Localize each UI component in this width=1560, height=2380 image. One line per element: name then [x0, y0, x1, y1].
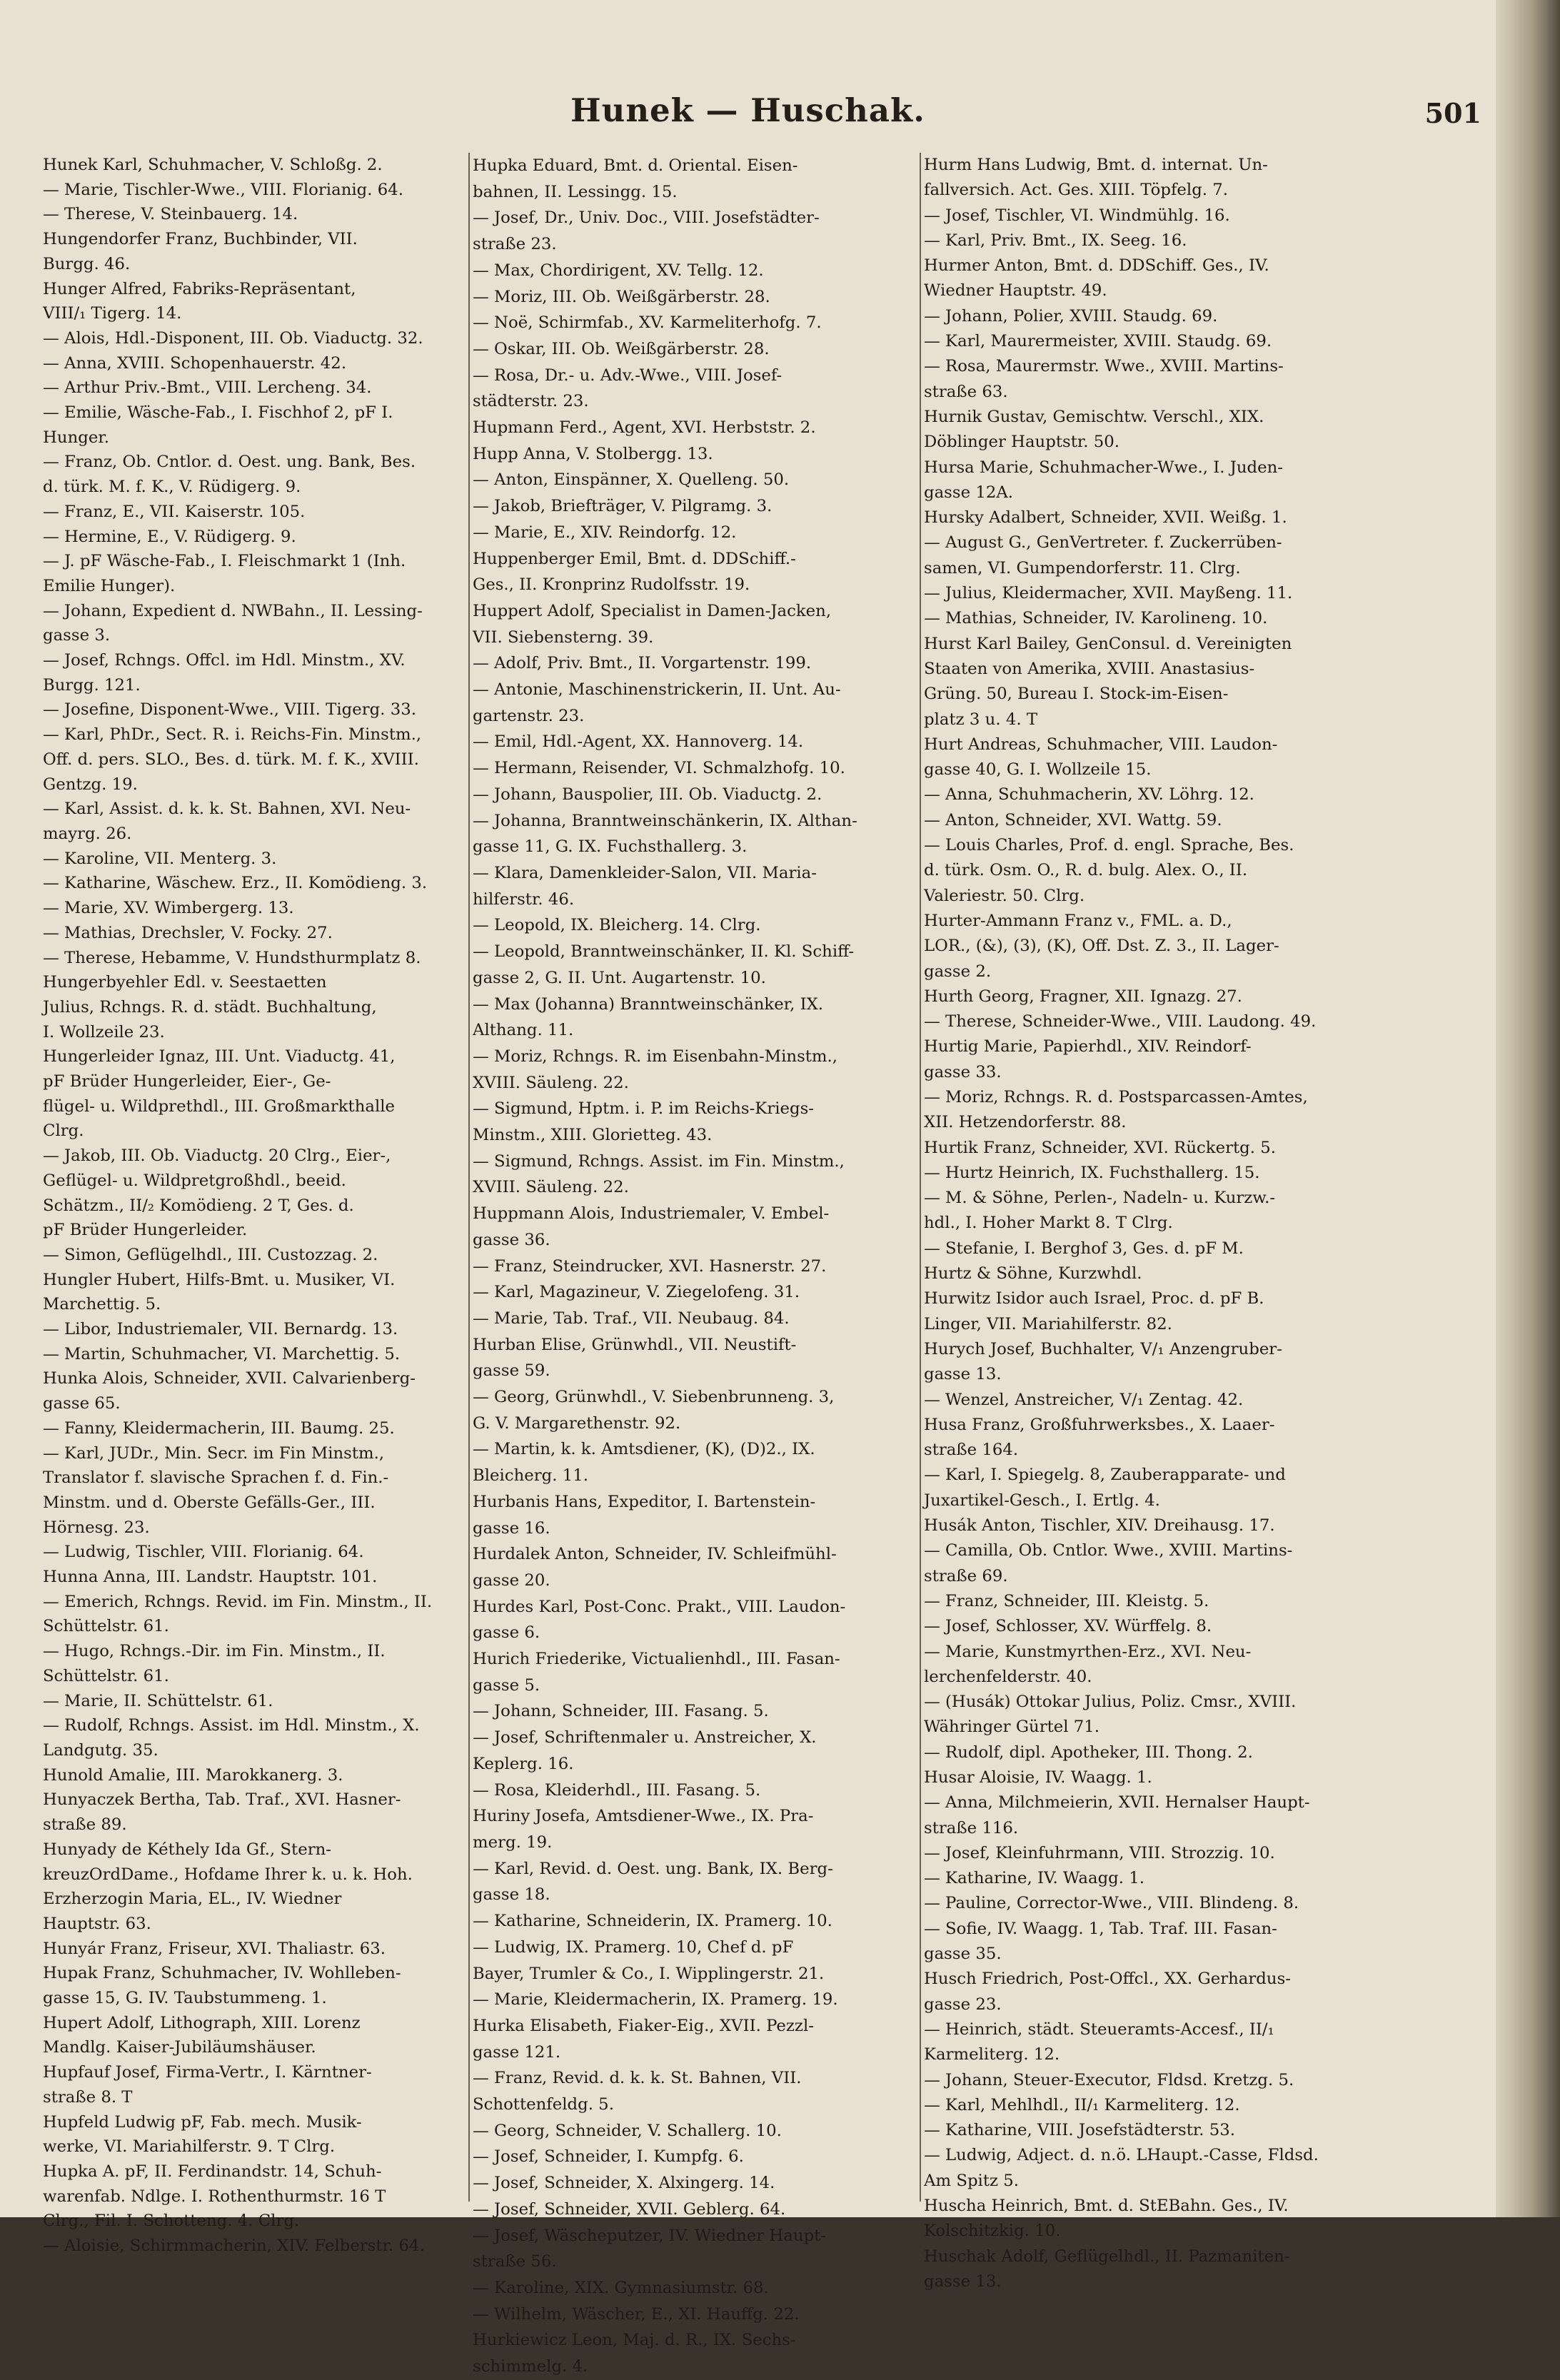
directory-entry-line: — Karl, Priv. Bmt., IX. Seeg. 16.	[924, 231, 1187, 250]
directory-entry-line: — Franz, E., VII. Kaiserstr. 105.	[43, 502, 306, 521]
directory-entry-line: gasse 15, G. IV. Taubstummeng. 1.	[43, 1989, 327, 2008]
directory-entry-line: — Marie, Kunstmyrthen-Erz., XVI. Neu-	[924, 1642, 1252, 1661]
directory-entry-line: — Adolf, Priv. Bmt., II. Vorgartenstr. 199.	[473, 654, 812, 673]
directory-entry-line: — Fanny, Kleidermacherin, III. Baumg. 25.	[43, 1418, 395, 1438]
directory-entry-line: Hupfeld Ludwig pF, Fab. mech. Musik-	[43, 2112, 362, 2132]
directory-entry-line: — Rosa, Kleiderhdl., III. Fasang. 5.	[473, 1780, 761, 1800]
directory-entry-line: — Pauline, Corrector-Wwe., VIII. Blindeng. 8.	[924, 1894, 1299, 1913]
directory-entry-line: — Karoline, XIX. Gymnasiumstr. 68.	[473, 2278, 769, 2297]
directory-entry-line: straße 63.	[924, 382, 1008, 401]
directory-entry-line: pF Brüder Hungerleider.	[43, 1221, 248, 1240]
directory-entry-line: — Katharine, Schneiderin, IX. Pramerg. 10.	[473, 1912, 832, 1931]
directory-entry-line: G. V. Margarethenstr. 92.	[473, 1413, 681, 1433]
directory-entry-line: — Therese, Hebamme, V. Hundsthurmplatz 8.	[43, 948, 421, 967]
directory-entry-line: Husa Franz, Großfuhrwerksbes., X. Laaer-	[924, 1415, 1275, 1434]
directory-entry-line: — Katharine, VIII. Josefstädterstr. 53.	[924, 2121, 1236, 2140]
directory-entry-line: I. Wollzeile 23.	[43, 1022, 165, 1042]
directory-entry-line: Hurst Karl Bailey, GenConsul. d. Vereinigten	[924, 634, 1292, 653]
directory-entry-line: VII. Siebensterng. 39.	[473, 627, 654, 647]
directory-entry-line: Keplerg. 16.	[473, 1754, 574, 1773]
directory-entry-line: — Alois, Hdl.-Disponent, III. Ob. Viaductg. 32.	[43, 328, 423, 348]
directory-entry-line: — Ludwig, IX. Pramerg. 10, Chef d. pF	[473, 1937, 794, 1957]
directory-entry-line: Husch Friedrich, Post-Offcl., XX. Gerhardus-	[924, 1970, 1291, 1989]
directory-entry-line: Hurich Friederike, Victualienhdl., III. Fasan-	[473, 1650, 840, 1669]
directory-entry-line: Translator f. slavische Sprachen f. d. Fin.-	[43, 1468, 389, 1488]
directory-entry-line: Emilie Hunger).	[43, 576, 176, 595]
directory-entry-line: straße 56.	[473, 2252, 557, 2271]
directory-entry-line: gasse 13.	[924, 2271, 1002, 2291]
directory-entry-line: Hursa Marie, Schuhmacher-Wwe., I. Juden-	[924, 458, 1284, 477]
column-divider	[920, 153, 921, 2202]
directory-entry-line: — Mathias, Schneider, IV. Karolineng. 10.	[924, 609, 1268, 628]
directory-entry-line: Hursky Adalbert, Schneider, XVII. Weißg. 1.	[924, 508, 1287, 528]
directory-entry-line: Huppmann Alois, Industriemaler, V. Embel-	[473, 1204, 830, 1224]
directory-entry-line: Ges., II. Kronprinz Rudolfsstr. 19.	[473, 575, 750, 595]
directory-entry-line: Huppert Adolf, Specialist in Damen-Jacken,	[473, 601, 832, 620]
directory-entry-line: Am Spitz 5.	[924, 2171, 1019, 2190]
directory-entry-line: Karmeliterg. 12.	[924, 2045, 1060, 2064]
directory-entry-line: — Jakob, Briefträger, V. Pilgramg. 3.	[473, 497, 773, 516]
directory-entry-line: Hauptstr. 63.	[43, 1914, 151, 1933]
directory-entry-line: Huschak Adolf, Geflügelhdl., II. Pazmaniten-	[924, 2247, 1290, 2266]
directory-entry-line: Wiedner Hauptstr. 49.	[924, 281, 1107, 301]
directory-entry-line: städterstr. 23.	[473, 392, 589, 411]
directory-entry-line: Huppenberger Emil, Bmt. d. DDSchiff.-	[473, 549, 796, 568]
directory-entry-line: Hurkiewicz Leon, Maj. d. R., IX. Sechs-	[473, 2331, 796, 2350]
directory-entry-line: Hupka Eduard, Bmt. d. Oriental. Eisen-	[473, 156, 798, 175]
directory-entry-line: Bayer, Trumler & Co., I. Wipplingerstr. 21.	[473, 1964, 825, 1983]
directory-entry-line: — Josef, Schneider, X. Alxingerg. 14.	[473, 2174, 775, 2193]
directory-entry-line: — Martin, k. k. Amtsdiener, (K), (D)2., IX.	[473, 1440, 815, 1459]
directory-entry-line: Hurdes Karl, Post-Conc. Prakt., VIII. Laudon-	[473, 1597, 846, 1616]
directory-entry-line: — Sofie, IV. Waagg. 1, Tab. Traf. III. Fasan-	[924, 1919, 1277, 1938]
directory-entry-line: — M. & Söhne, Perlen-, Nadeln- u. Kurzw.-	[924, 1189, 1276, 1208]
book-fore-edge	[1496, 0, 1560, 2217]
directory-entry-line: gasse 65.	[43, 1394, 121, 1413]
directory-entry-line: XVIII. Säuleng. 22.	[473, 1178, 629, 1197]
directory-entry-line: Hunyár Franz, Friseur, XVI. Thaliastr. 63.	[43, 1939, 386, 1958]
directory-entry-line: Währinger Gürtel 71.	[924, 1718, 1100, 1737]
directory-entry-line: gasse 5.	[473, 1675, 540, 1695]
directory-entry-line: — Marie, II. Schüttelstr. 61.	[43, 1691, 273, 1710]
directory-entry-line: Hupak Franz, Schuhmacher, IV. Wohlleben-	[43, 1964, 401, 1983]
directory-entry-line: schimmelg. 4.	[473, 2357, 588, 2376]
directory-entry-line: — Aloisie, Schirmmacherin, XIV. Felberstr. 64.	[43, 2237, 425, 2256]
directory-entry-line: gasse 18.	[473, 1885, 550, 1905]
column-right	[924, 153, 1381, 2291]
directory-entry-line: — Karoline, VII. Menterg. 3.	[43, 849, 277, 868]
directory-entry-line: — Josef, Schneider, XVII. Geblerg. 64.	[473, 2199, 786, 2219]
directory-entry-line: Hurtig Marie, Papierhdl., XIV. Reindorf-	[924, 1037, 1252, 1057]
directory-entry-line: gasse 59.	[473, 1361, 550, 1381]
directory-entry-line: Hurdalek Anton, Schneider, IV. Schleifmühl-	[473, 1545, 837, 1564]
directory-entry-line: — Johanna, Branntweinschänkerin, IX. Althan-	[473, 811, 857, 830]
directory-entry-line: — Simon, Geflügelhdl., III. Custozzag. 2.	[43, 1245, 378, 1264]
directory-entry-line: Hörnesg. 23.	[43, 1518, 150, 1537]
directory-entry-line: — Johann, Steuer-Executor, Fldsd. Kretzg. 5.	[924, 2070, 1294, 2089]
directory-entry-line: — Franz, Revid. d. k. k. St. Bahnen, VII.	[473, 2069, 802, 2088]
directory-entry-line: Schüttelstr. 61.	[43, 1617, 169, 1636]
directory-entry-line: — Katharine, Wäschew. Erz., II. Komödieng. 3.	[43, 874, 428, 893]
directory-entry-line: Linger, VII. Mariahilferstr. 82.	[924, 1314, 1172, 1333]
directory-entry-line: Hunger Alfred, Fabriks-Repräsentant,	[43, 279, 356, 298]
directory-entry-line: — Libor, Industriemaler, VII. Bernardg. 13.	[43, 1320, 398, 1339]
directory-entry-line: — Josef, Dr., Univ. Doc., VIII. Josefstädter-	[473, 208, 820, 228]
directory-entry-line: gasse 12A.	[924, 483, 1014, 502]
directory-entry-line: — Mathias, Drechsler, V. Focky. 27.	[43, 923, 333, 942]
directory-entry-line: Huriny Josefa, Amtsdiener-Wwe., IX. Pra-	[473, 1807, 814, 1826]
directory-entry-line: — Ludwig, Tischler, VIII. Florianig. 64.	[43, 1543, 364, 1562]
directory-entry-line: straße 8. T	[43, 2087, 133, 2107]
directory-entry-line: Hupfauf Josef, Firma-Vertr., I. Kärntner-	[43, 2063, 372, 2082]
directory-entry-line: d. türk. Osm. O., R. d. bulg. Alex. O., II.	[924, 861, 1248, 880]
directory-entry-line: Juxartikel-Gesch., I. Ertlg. 4.	[924, 1491, 1160, 1510]
directory-entry-line: Hungendorfer Franz, Buchbinder, VII.	[43, 230, 358, 249]
directory-entry-line: gasse 36.	[473, 1230, 550, 1249]
directory-entry-line: flügel- u. Wildprethdl., III. Großmarkthalle	[43, 1096, 396, 1116]
directory-entry-line: Gentzg. 19.	[43, 775, 138, 794]
directory-entry-line: — Julius, Kleidermacher, XVII. Mayßeng. 11.	[924, 584, 1293, 603]
directory-entry-line: gasse 2, G. II. Unt. Augartenstr. 10.	[473, 968, 766, 987]
directory-entry-line: — Johann, Polier, XVIII. Staudg. 69.	[924, 306, 1218, 326]
directory-entry-line: — Therese, V. Steinbauerg. 14.	[43, 205, 298, 224]
directory-entry-line: — Anna, Milchmeierin, XVII. Hernalser Haupt-	[924, 1793, 1310, 1812]
column-middle	[473, 153, 915, 2376]
directory-entry-line: Döblinger Hauptstr. 50.	[924, 433, 1119, 452]
directory-entry-line: — Franz, Steindrucker, XVI. Hasnerstr. 27.	[473, 1256, 827, 1276]
directory-entry-line: Burgg. 121.	[43, 675, 141, 695]
directory-entry-line: — Emerich, Rchngs. Revid. im Fin. Minstm., II.	[43, 1592, 433, 1611]
directory-entry-line: Schüttelstr. 61.	[43, 1666, 169, 1685]
directory-entry-line: Hunold Amalie, III. Marokkanerg. 3.	[43, 1765, 343, 1785]
directory-entry-line: Hupp Anna, V. Stolbergg. 13.	[473, 444, 713, 463]
directory-entry-line: — Sigmund, Rchngs. Assist. im Fin. Minstm.,	[473, 1151, 845, 1171]
directory-entry-line: Mandlg. Kaiser-Jubiläumshäuser.	[43, 2038, 316, 2057]
directory-entry-line: gasse 40, G. I. Wollzeile 15.	[924, 760, 1152, 780]
directory-entry-line: — Josef, Wäscheputzer, IV. Wiedner Haupt-	[473, 2226, 827, 2245]
directory-entry-line: Hungler Hubert, Hilfs-Bmt. u. Musiker, VI.	[43, 1270, 396, 1289]
directory-entry-line: Minstm., XIII. Glorietteg. 43.	[473, 1126, 713, 1145]
directory-entry-line: — J. pF Wäsche-Fab., I. Fleischmarkt 1 (Inh.	[43, 552, 406, 571]
directory-entry-line: Erzherzogin Maria, EL., IV. Wiedner	[43, 1890, 342, 1909]
directory-entry-line: — Marie, E., XIV. Reindorfg. 12.	[473, 523, 737, 542]
directory-entry-line: — Oskar, III. Ob. Weißgärberstr. 28.	[473, 339, 770, 358]
directory-entry-line: fallversich. Act. Ges. XIII. Töpfelg. 7.	[924, 181, 1229, 200]
directory-entry-line: Bleicherg. 11.	[473, 1466, 589, 1486]
directory-entry-line: Hunka Alois, Schneider, XVII. Calvarienberg-	[43, 1369, 416, 1388]
directory-entry-line: straße 164.	[924, 1441, 1019, 1460]
directory-entry-line: — Josef, Rchngs. Offcl. im Hdl. Minstm., XV.	[43, 651, 406, 670]
directory-entry-line: Hungerleider Ignaz, III. Unt. Viaductg. 41,	[43, 1047, 396, 1067]
directory-entry-line: — Hermann, Reisender, VI. Schmalzhofg. 10.	[473, 759, 845, 778]
directory-entry-line: — Anna, Schuhmacherin, XV. Löhrg. 12.	[924, 785, 1254, 805]
directory-entry-line: LOR., (&), (3), (K), Off. Dst. Z. 3., II. Lager-	[924, 937, 1279, 956]
directory-entry-line: Burgg. 46.	[43, 254, 131, 273]
directory-entry-line: — Anton, Schneider, XVI. Wattg. 59.	[924, 810, 1222, 830]
directory-entry-line: Althang. 11.	[473, 1021, 574, 1040]
directory-entry-line: Hupmann Ferd., Agent, XVI. Herbststr. 2.	[473, 418, 816, 438]
directory-entry-line: — Josef, Schriftenmaler u. Anstreicher, X.	[473, 1728, 817, 1748]
directory-entry-line: Hurter-Ammann Franz v., FML. a. D.,	[924, 911, 1232, 930]
directory-entry-line: platz 3 u. 4. T	[924, 710, 1038, 729]
directory-entry-line: kreuzOrdDame., Hofdame Ihrer k. u. k. Hoh.	[43, 1865, 413, 1884]
directory-entry-line: VIII/₁ Tigerg. 14.	[43, 304, 182, 323]
directory-entry-line: gasse 2.	[924, 962, 992, 981]
directory-entry-line: Huscha Heinrich, Bmt. d. StEBahn. Ges., IV.	[924, 2197, 1289, 2216]
directory-entry-line: Hurtik Franz, Schneider, XVI. Rückertg. 5.	[924, 1138, 1276, 1157]
directory-entry-line: — Antonie, Maschinenstrickerin, II. Unt. Au-	[473, 680, 841, 700]
directory-entry-line: Clrg.	[43, 1121, 84, 1141]
directory-entry-line: gasse 23.	[924, 1995, 1002, 2014]
directory-entry-line: — Emil, Hdl.-Agent, XX. Hannoverg. 14.	[473, 732, 804, 752]
directory-entry-line: straße 89.	[43, 1815, 127, 1835]
directory-entry-line: Schätzm., II/₂ Komödieng. 2 T, Ges. d.	[43, 1196, 354, 1215]
directory-entry-line: Valeriestr. 50. Clrg.	[924, 886, 1085, 905]
directory-entry-line: — Marie, Tab. Traf., VII. Neubaug. 84.	[473, 1309, 790, 1328]
directory-entry-line: Husar Aloisie, IV. Waagg. 1.	[924, 1768, 1152, 1787]
directory-entry-line: — Jakob, III. Ob. Viaductg. 20 Clrg., Eier-,	[43, 1146, 391, 1166]
directory-entry-line: gasse 11, G. IX. Fuchsthallerg. 3.	[473, 837, 748, 857]
directory-entry-line: — Martin, Schuhmacher, VI. Marchettig. 5.	[43, 1344, 401, 1363]
directory-entry-line: Minstm. und d. Oberste Gefälls-Ger., III.	[43, 1493, 376, 1512]
directory-entry-line: — Moriz, Rchngs. R. d. Postsparcassen-Amtes,	[924, 1087, 1308, 1106]
directory-entry-line: — Camilla, Ob. Cntlor. Wwe., XVIII. Martins-	[924, 1541, 1293, 1560]
directory-entry-line: Landgutg. 35.	[43, 1741, 158, 1760]
directory-entry-line: Hurban Elise, Grünwhdl., VII. Neustift-	[473, 1335, 797, 1354]
directory-entry-line: — Karl, PhDr., Sect. R. i. Reichs-Fin. Minstm.,	[43, 725, 422, 745]
directory-entry-line: — Moriz, Rchngs. R. im Eisenbahn-Minstm.,	[473, 1047, 838, 1066]
directory-entry-line: straße 23.	[473, 235, 557, 254]
directory-entry-line: — Hurtz Heinrich, IX. Fuchsthallerg. 15.	[924, 1163, 1260, 1182]
directory-entry-line: merg. 19.	[473, 1833, 553, 1852]
directory-entry-line: — Franz, Schneider, III. Kleistg. 5.	[924, 1591, 1209, 1610]
directory-entry-line: straße 69.	[924, 1566, 1008, 1585]
directory-entry-line: — Josef, Kleinfuhrmann, VIII. Strozzig. 10.	[924, 1843, 1275, 1862]
directory-entry-line: Hurth Georg, Fragner, XII. Ignazg. 27.	[924, 987, 1242, 1006]
directory-entry-line: Hurm Hans Ludwig, Bmt. d. internat. Un-	[924, 156, 1268, 174]
directory-entry-line: — Rosa, Dr.- u. Adv.-Wwe., VIII. Josef-	[473, 365, 782, 385]
directory-entry-line: hdl., I. Hoher Markt 8. T Clrg.	[924, 1214, 1173, 1233]
directory-entry-line: — Georg, Schneider, V. Schallerg. 10.	[473, 2121, 782, 2140]
directory-entry-line: gartenstr. 23.	[473, 706, 585, 725]
directory-entry-line: gasse 20.	[473, 1570, 550, 1590]
directory-entry-line: — Noë, Schirmfab., XV. Karmeliterhofg. 7.	[473, 313, 822, 333]
directory-entry-line: straße 116.	[924, 1818, 1019, 1837]
directory-entry-line: — Josefine, Disponent-Wwe., VIII. Tigerg. 33.	[43, 700, 416, 720]
directory-entry-line: — Wilhelm, Wäscher, E., XI. Hauffg. 22.	[473, 2304, 800, 2324]
directory-entry-line: Hurwitz Isidor auch Israel, Proc. d. pF B.	[924, 1289, 1264, 1309]
directory-entry-line: — Johann, Expedient d. NWBahn., II. Lessing-	[43, 601, 423, 620]
directory-entry-line: XII. Hetzendorferstr. 88.	[924, 1113, 1127, 1132]
directory-entry-line: — Karl, Magazineur, V. Ziegelofeng. 31.	[473, 1283, 800, 1302]
directory-entry-line: — Karl, Assist. d. k. k. St. Bahnen, XVI. Neu-	[43, 800, 411, 819]
directory-entry-line: gasse 16.	[473, 1518, 550, 1538]
directory-entry-line: — Klara, Damenkleider-Salon, VII. Maria-	[473, 863, 817, 882]
directory-entry-line: gasse 33.	[924, 1062, 1002, 1081]
directory-entry-line: — Heinrich, städt. Steueramts-Accesf., II/₁	[924, 2020, 1274, 2039]
directory-entry-line: gasse 13.	[924, 1365, 1002, 1384]
directory-entry-line: — Georg, Grünwhdl., V. Siebenbrunneng. 3,	[473, 1388, 835, 1407]
directory-entry-line: Hunger.	[43, 428, 109, 447]
directory-entry-line: hilferstr. 46.	[473, 889, 575, 909]
directory-entry-line: Hupert Adolf, Lithograph, XIII. Lorenz	[43, 2013, 361, 2032]
directory-entry-line: — Karl, JUDr., Min. Secr. im Fin Minstm.,	[43, 1443, 385, 1463]
directory-entry-line: Hurbanis Hans, Expeditor, I. Bartenstein-	[473, 1492, 816, 1511]
directory-entry-line: — Rosa, Maurermstr. Wwe., XVIII. Martins-	[924, 357, 1284, 376]
directory-entry-line: — Anna, XVIII. Schopenhauerstr. 42.	[43, 353, 347, 373]
directory-entry-line: — Therese, Schneider-Wwe., VIII. Laudong. 49.	[924, 1012, 1317, 1032]
directory-entry-line: — Stefanie, I. Berghof 3, Ges. d. pF M.	[924, 1239, 1244, 1258]
directory-entry-line: — Marie, Kleidermacherin, IX. Pramerg. 19.	[473, 1990, 838, 2010]
directory-entry-line: — Emilie, Wäsche-Fab., I. Fischhof 2, pF I.	[43, 403, 393, 423]
directory-entry-line: Marchettig. 5.	[43, 1295, 161, 1314]
directory-entry-line: gasse 6.	[473, 1623, 540, 1643]
column-divider	[468, 153, 470, 2202]
directory-entry-line: Hunyady de Kéthely Ida Gf., Stern-	[43, 1840, 331, 1859]
directory-entry-line: Hurnik Gustav, Gemischtw. Verschl., XIX.	[924, 407, 1264, 426]
directory-entry-line: — Katharine, IV. Waagg. 1.	[924, 1869, 1144, 1888]
directory-entry-line: Off. d. pers. SLO., Bes. d. türk. M. f. K., XVIII.	[43, 750, 419, 769]
directory-entry-line: Hurtz & Söhne, Kurzwhdl.	[924, 1264, 1142, 1284]
directory-entry-line: Kolschitzkig. 10.	[924, 2222, 1061, 2241]
directory-entry-line: Hurka Elisabeth, Fiaker-Eig., XVII. Pezzl-	[473, 2016, 814, 2035]
directory-entry-line: Geflügel- u. Wildpretgroßhdl., beeid.	[43, 1171, 346, 1190]
directory-entry-line: — Rudolf, Rchngs. Assist. im Hdl. Minstm., X.	[43, 1716, 420, 1735]
directory-entry-line: Hunna Anna, III. Landstr. Hauptstr. 101.	[43, 1568, 378, 1587]
directory-entry-line: — Sigmund, Hptm. i. P. im Reichs-Kriegs-	[473, 1099, 815, 1119]
directory-entry-line: d. türk. M. f. K., V. Rüdigerg. 9.	[43, 478, 301, 497]
directory-entry-line: — Moriz, III. Ob. Weißgärberstr. 28.	[473, 287, 770, 306]
directory-entry-line: — Franz, Ob. Cntlor. d. Oest. ung. Bank, Bes.	[43, 453, 416, 472]
directory-entry-line: — Karl, Maurermeister, XVIII. Staudg. 69.	[924, 332, 1272, 351]
directory-entry-line: — Max (Johanna) Branntweinschänker, IX.	[473, 994, 824, 1014]
directory-entry-line: — Leopold, Branntweinschänker, II. Kl. Schiff-	[473, 942, 855, 962]
directory-entry-line: gasse 35.	[924, 1945, 1002, 1964]
directory-entry-line: — Ludwig, Adject. d. n.ö. LHaupt.-Casse, Fldsd.	[924, 2146, 1319, 2165]
directory-entry-line: — Rudolf, dipl. Apotheker, III. Thong. 2.	[924, 1743, 1253, 1762]
directory-entry-line: XVIII. Säuleng. 22.	[473, 1073, 629, 1092]
directory-entry-line: bahnen, II. Lessingg. 15.	[473, 182, 678, 201]
directory-entry-line: — Hugo, Rchngs.-Dir. im Fin. Minstm., II.	[43, 1642, 386, 1661]
directory-entry-line: mayrg. 26.	[43, 824, 132, 843]
column-left	[43, 153, 464, 2256]
directory-entry-line: — Hermine, E., V. Rüdigerg. 9.	[43, 527, 296, 546]
directory-entry-line: Hunyaczek Bertha, Tab. Traf., XVI. Hasner-	[43, 1790, 401, 1810]
directory-entry-line: Hunek Karl, Schuhmacher, V. Schloßg. 2.	[43, 156, 383, 174]
directory-entry-line: — Marie, XV. Wimbergerg. 13.	[43, 899, 294, 918]
directory-entry-line: — Josef, Tischler, VI. Windmühlg. 16.	[924, 206, 1230, 225]
page-number: 501	[1424, 97, 1481, 129]
directory-entry-line: Schottenfeldg. 5.	[473, 2095, 614, 2114]
directory-entry-line: samen, VI. Gumpendorferstr. 11. Clrg.	[924, 558, 1241, 578]
directory-entry-line: — August G., GenVertreter. f. Zuckerrüben-	[924, 533, 1282, 553]
directory-entry-line: gasse 3.	[43, 626, 111, 645]
directory-entry-line: — Josef, Schlosser, XV. Würffelg. 8.	[924, 1617, 1212, 1636]
directory-entry-line: — Karl, Mehlhdl., II/₁ Karmeliterg. 12.	[924, 2095, 1240, 2114]
directory-entry-line: Hurmer Anton, Bmt. d. DDSchiff. Ges., IV.	[924, 256, 1269, 276]
directory-entry-line: — (Husák) Ottokar Julius, Poliz. Cmsr., XVIII.	[924, 1693, 1297, 1712]
directory-entry-line: — Josef, Schneider, I. Kumpfg. 6.	[473, 2147, 744, 2167]
directory-entry-line: — Arthur Priv.-Bmt., VIII. Lercheng. 34.	[43, 378, 372, 398]
directory-entry-line: Husák Anton, Tischler, XIV. Dreihausg. 17.	[924, 1516, 1275, 1536]
directory-entry-line: gasse 121.	[473, 2042, 561, 2062]
directory-entry-line: lerchenfelderstr. 40.	[924, 1667, 1092, 1686]
directory-entry-line: — Louis Charles, Prof. d. engl. Sprache, Bes.	[924, 836, 1294, 855]
directory-entry-line: — Johann, Bauspolier, III. Ob. Viaductg. 2.	[473, 785, 822, 804]
directory-entry-line: Hurych Josef, Buchhalter, V/₁ Anzengruber-	[924, 1339, 1282, 1358]
directory-entry-line: — Karl, Revid. d. Oest. ung. Bank, IX. Berg-	[473, 1859, 833, 1878]
directory-entry-line: Julius, Rchngs. R. d. städt. Buchhaltung,	[43, 997, 377, 1017]
directory-entry-line: — Marie, Tischler-Wwe., VIII. Florianig. 64.	[43, 180, 404, 199]
directory-entry-line: — Anton, Einspänner, X. Quelleng. 50.	[473, 470, 790, 490]
directory-entry-line: pF Brüder Hungerleider, Eier-, Ge-	[43, 1072, 331, 1091]
directory-entry-line: Clrg., Fil. I. Schotteng. 4. Clrg.	[43, 2212, 300, 2231]
directory-entry-line: warenfab. Ndlge. I. Rothenthurmstr. 16 T	[43, 2187, 386, 2206]
directory-entry-line: Hungerbyehler Edl. v. Seestaetten	[43, 973, 327, 992]
running-head: Hunek — Huschak.	[570, 91, 925, 129]
directory-entry-line: — Karl, I. Spiegelg. 8, Zauberapparate- und	[924, 1466, 1286, 1485]
directory-entry-line: — Wenzel, Anstreicher, V/₁ Zentag. 42.	[924, 1390, 1244, 1409]
directory-entry-line: Hurt Andreas, Schuhmacher, VIII. Laudon-	[924, 735, 1278, 754]
directory-entry-line: Grüng. 50, Bureau I. Stock-im-Eisen-	[924, 685, 1229, 704]
directory-entry-line: werke, VI. Mariahilferstr. 9. T Clrg.	[43, 2137, 336, 2157]
directory-entry-line: — Max, Chordirigent, XV. Tellg. 12.	[473, 261, 764, 280]
page-header	[0, 91, 1496, 141]
directory-entry-line: — Leopold, IX. Bleicherg. 14. Clrg.	[473, 916, 761, 935]
directory-entry-line: Staaten von Amerika, XVIII. Anastasius-	[924, 659, 1255, 678]
directory-entry-line: Hupka A. pF, II. Ferdinandstr. 14, Schuh-	[43, 2162, 382, 2181]
directory-entry-line: — Johann, Schneider, III. Fasang. 5.	[473, 1702, 769, 1721]
